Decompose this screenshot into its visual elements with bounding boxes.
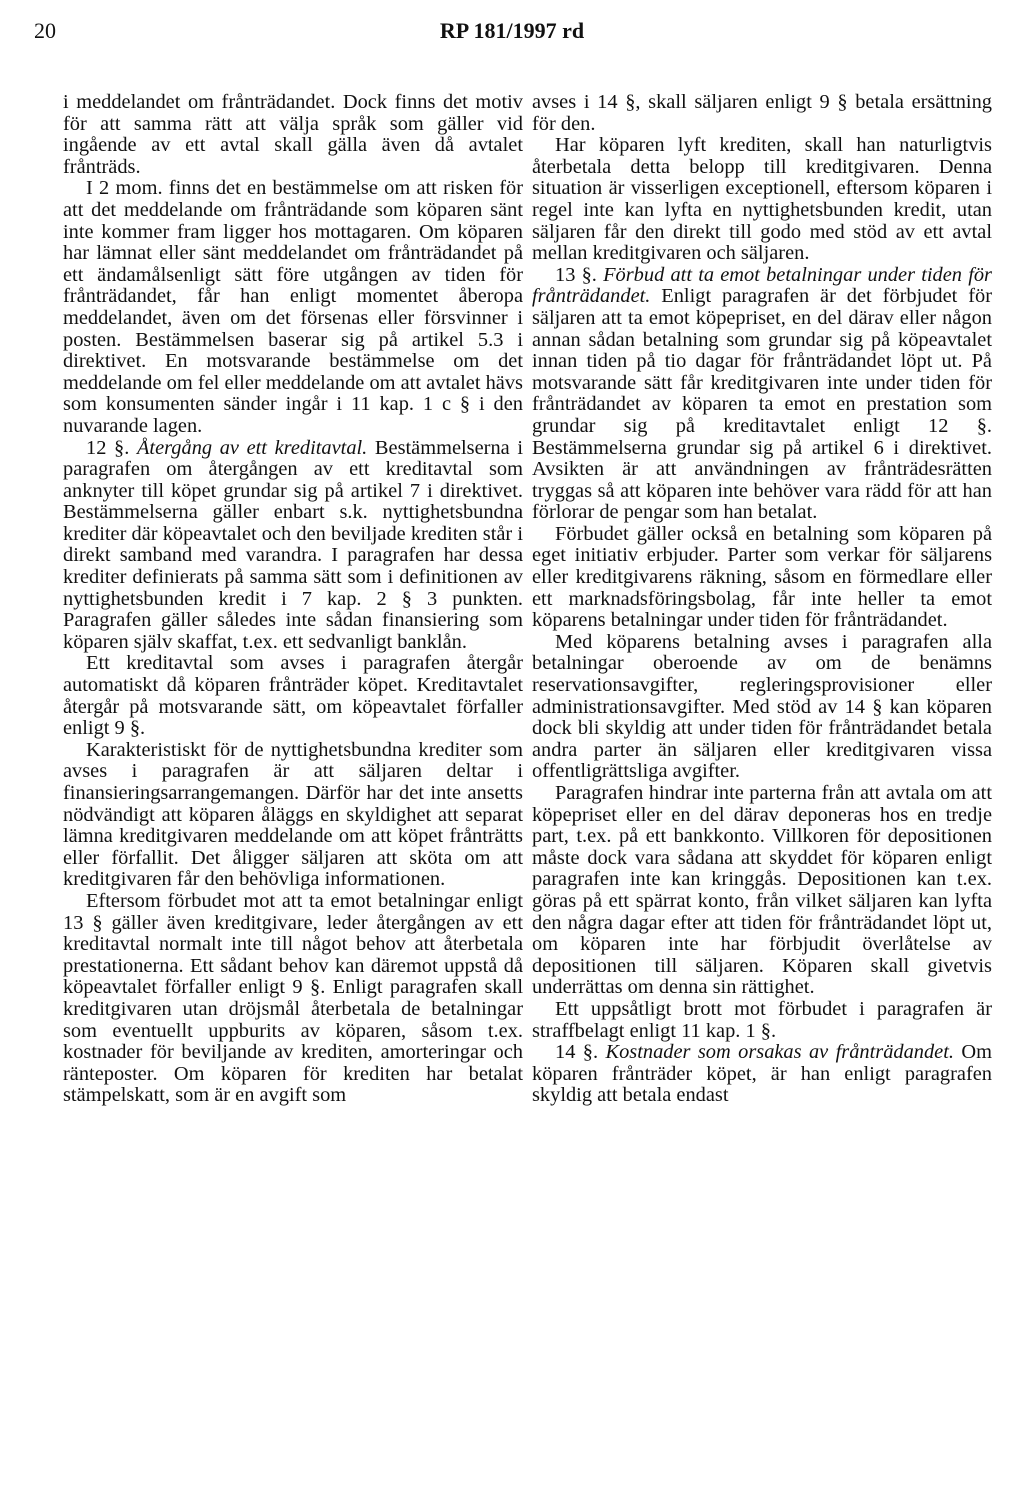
paragraph: Paragrafen hindrar inte parterna från att avtala om att köpepriset eller en del därav deponeras hos en tredje part, t.ex. på ett bankkonto. Villkoren för depositionen måste dock vara sådana att skyddet för köparen enligt paragrafen inte kan kringgås. Depositionen kan t.ex. göras på ett spärrat konto, från vilket säljaren kan lyfta den några dagar efter att tiden för frånträdandet löpt ut, om köparen inte har förbjudit överlåtelse av depositionen till säljaren. Köparen skall givetvis underrättas om denna sin rättighet. — [532, 782, 992, 999]
section-body: Enligt paragrafen är det förbjudet för säljaren att ta emot köpepriset, en del därav eller någon annan sådan betalning som grundar sig på köpeavtalet innan tiden på tio dagar för frånträdandet löpt ut. På motsvarande sätt får kreditgivaren inte under tiden för frånträdandet av köparen ta emot en prestation som grundar sig på kreditavtalet enligt 12 §. Bestämmelserna grundar sig på artikel 6 i direktivet. Avsikten är att användningen av frånträdesrätten tryggas så att köparen inte behöver vara rädd för att han förlorar de pengar som han betalat. — [532, 285, 992, 524]
paragraph: Karakteristiskt för de nyttighetsbundna krediter som avses i paragrafen är att säljaren deltar i finansieringsarrangemangen. Därför har det inte ansetts nödvändigt att köparen åläggs en skyldighet att separat lämna kreditgivaren meddelande om att köpet frånträtts eller förfallit. Det åligger säljaren att sköta om att kreditgivaren får den behövliga informationen. — [63, 738, 523, 891]
page-number: 20 — [34, 18, 56, 43]
section-number: 14 §. — [555, 1041, 606, 1064]
running-head: RP 181/1997 rd — [439, 18, 585, 43]
section-title: Kostnader som orsakas av frånträdandet. — [605, 1041, 954, 1064]
paragraph: Förbudet gäller också en betalning som köparen på eget initiativ erbjuder. Parter som verkar för säljarens eller kreditgivarens räkning, såsom en förmedlare eller ett marknadsföringsbolag, får inte heller ta emot köparens betalningar under tiden för frånträdandet. — [532, 522, 992, 632]
paragraph: Ett uppsåtligt brott mot förbudet i paragrafen är straffbelagt enligt 11 kap. 1 §. — [532, 997, 992, 1042]
section-title: Förbud att ta emot betalningar under tiden för frånträdandet. — [532, 263, 992, 308]
paragraph: avses i 14 §, skall säljaren enligt 9 § betala ersättning för den. — [532, 91, 992, 135]
paragraph: Eftersom förbudet mot att ta emot betalningar enligt 13 § gäller även kreditgivare, leder återgången av ett kreditavtal normalt inte till något behov att återbetala prestationerna. Ett sådant behov kan däremot uppstå då köpeavtalet förfaller enligt 9 §. Enligt paragrafen skall kreditgivaren utan dröjsmål återbetala de betalningar som eventuellt uppburits av köparen, såsom t.ex. kostnader för beviljande av krediten, amorteringar och ränteposter. Om köparen för krediten har betalat stämpelskatt, som är en avgift som — [63, 889, 523, 1107]
left-column — [63, 92, 523, 1107]
paragraph: Med köparens betalning avses i paragrafen alla betalningar oberoende av om de benämns reservationsavgifter, regleringsprovisioner eller administrationsavgifter. Med stöd av 14 § kan köparen dock bli skyldig att under tiden för frånträdandet betala andra parter än säljaren eller kreditgivaren vissa offentligrättsliga avgifter. — [532, 630, 992, 783]
section-body: Om köparen frånträder köpet, är han enligt paragrafen skyldig att betala endast — [532, 1041, 992, 1107]
section-title: Återgång av ett kreditavtal. — [136, 436, 368, 459]
paragraph: Har köparen lyft krediten, skall han naturligtvis återbetala detta belopp till kreditgivaren. Denna situation är visserligen exceptionell, eftersom köparen i regel inte kan lyfta en nyttighetsbunden kredit, utan säljaren får den direkt till godo med stöd av ett avtal mellan kreditgivaren och säljaren. — [532, 134, 992, 265]
section-number: 13 §. — [555, 263, 604, 286]
section-paragraph — [532, 1042, 992, 1107]
right-column — [532, 92, 992, 1107]
section-number: 12 §. — [86, 436, 137, 459]
paragraph: I 2 mom. finns det en bestämmelse om att risken för att det meddelande om frånträdande som köparen sänt inte kommer fram ligger hos mottagaren. Om köparen har lämnat eller sänt meddelandet om frånträdandet på ett ändamålsenligt sätt före utgången av tiden för frånträdandet, får han enligt momentet åberopa meddelandet, även om det försenas eller försvinner i posten. Bestämmelsen baserar sig på artikel 5.3 i direktivet. En motsvarande bestämmelse om det meddelande om fel eller meddelande om att avtalet hävs som konsumenten sänder ingår i 11 kap. 1 c § i den nuvarande lagen. — [63, 177, 523, 437]
paragraph: Ett kreditavtal som avses i paragrafen återgår automatiskt då köparen frånträder köpet. Kreditavtalet återgår på motsvarande sätt, om köpeavtalet förfaller enligt 9 §. — [63, 652, 523, 740]
paragraph: i meddelandet om frånträdandet. Dock finns det motiv för att samma rätt att välja språk som gäller vid ingående av ett avtal skall gälla även då avtalet frånträds. — [63, 91, 523, 178]
section-paragraph — [532, 265, 992, 524]
section-paragraph — [63, 438, 523, 654]
section-body: Bestämmelserna i paragrafen om återgången av ett kreditavtal som anknyter till köpet grundar sig på artikel 7 i direktivet. Bestämmelserna gäller enbart s.k. nyttighetsbundna krediter där köpeavtalet och den beviljade krediten står i direkt samband med varandra. I paragrafen har dessa krediter definierats på samma sätt som i definitionen av nyttighetsbunden kredit i 7 kap. 2 § 3 punkten. Paragrafen gäller således inte sådan finansiering som köparen själv skaffat, t.ex. ett sedvanligt banklån. — [63, 436, 523, 653]
